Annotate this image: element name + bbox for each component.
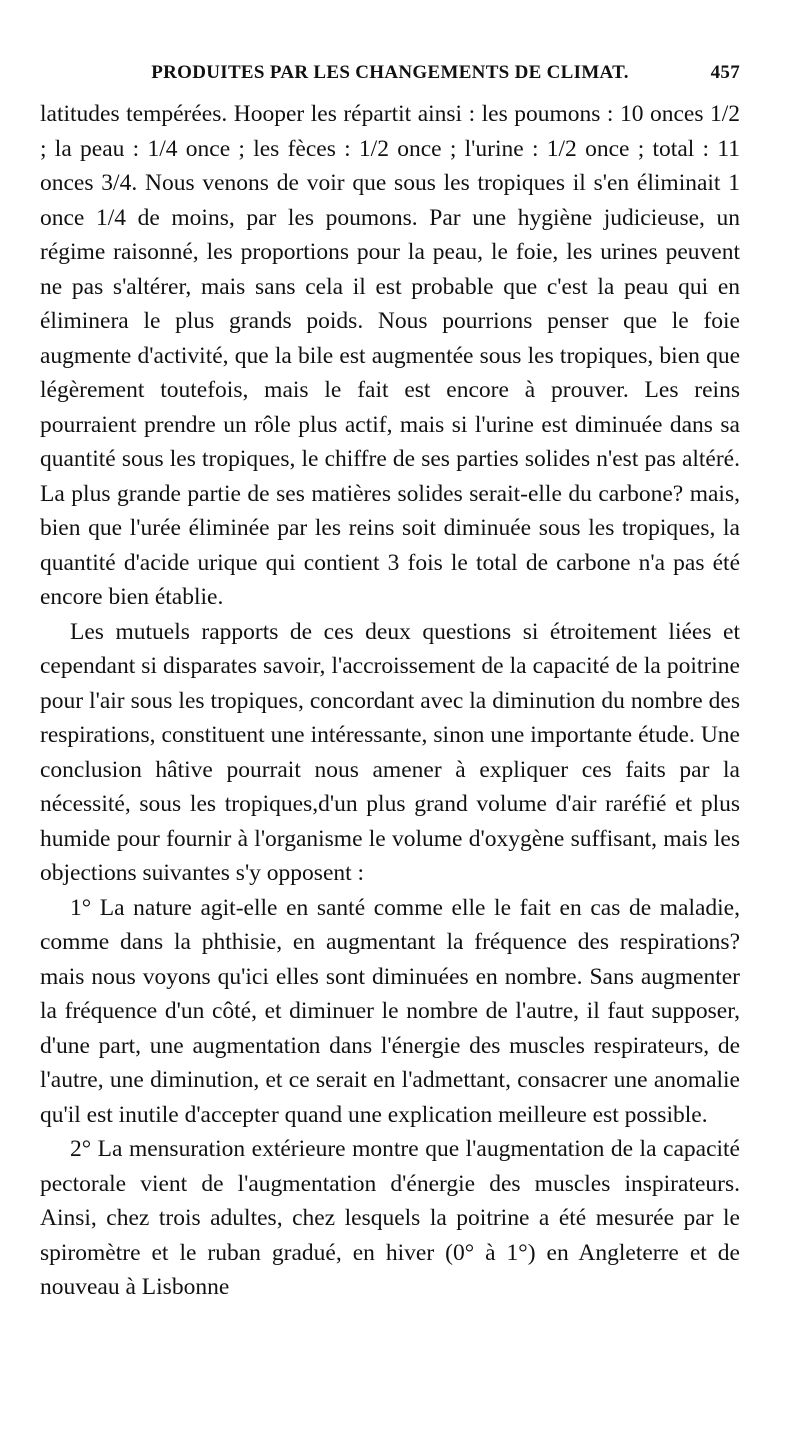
paragraph-mutual-relations: Les mutuels rapports de ces deux questions si étroitement liées et cependant si disparates savoir, l'accroissement de la capacité de la poitrine pour l'air sous les tropiques, concordant avec la diminution du nombre des respirations, constituent une intéressante, sinon une importante étude. Une conclusion hâtive pourrait nous amener à expliquer ces faits par la nécessité, sous les tropiques,d'un plus grand volume d'air raréfié et plus humide pour fournir à l'organisme le volume d'oxygène suffisant, mais les objections suivantes s'y opposent :: [40, 618, 740, 886]
running-head: [40, 62, 740, 92]
paragraph-continuation: latitudes tempérées. Hooper les répartit ainsi : les poumons : 10 onces 1/2 ; la peau : 1/4 once ; les fèces : 1/2 once ; l'urine : 1/2 once ; total : 11 onces 3/4. Nous venons de voir que sous les tropiques il s'en éliminait 1 once 1/4 de moins, par les poumons. Par une hygiène judicieuse, un régime raisonné, les proportions pour la peau, le foie, les urines peuvent ne pas s'altérer, mais sans cela il est probable que c'est la peau qui en éliminera le plus grands poids. Nous pourrions penser que le foie augmente d'activité, que la bile est augmentée sous les tropiques, bien que légèrement toutefois, mais le fait est encore à prouver. Les reins pourraient prendre un rôle plus actif, mais si l'urine est diminuée dans sa quantité sous les tropiques, le chiffre de ses parties solides n'est pas altéré. La plus grande partie de ses matières solides serait-elle du carbone? mais, bien que l'urée éliminée par les reins soit diminuée sous les tropiques, la quantité d'acide urique qui contient 3 fois le total de carbone n'a pas été encore bien établie.: [40, 101, 740, 610]
paragraph-objection-1: 1° La nature agit-elle en santé comme elle le fait en cas de maladie, comme dans la phthisie, en augmentant la fréquence des respirations? mais nous voyons qu'ici elles sont diminuées en nombre. Sans augmenter la fréquence d'un côté, et diminuer le nombre de l'autre, il faut supposer, d'une part, une augmentation dans l'énergie des muscles respirateurs, de l'autre, une diminution, et ce serait en l'admettant, consacrer une anomalie qu'il est inutile d'accepter quand une explication meilleure est possible.: [40, 894, 740, 1128]
running-title: PRODUITES PAR LES CHANGEMENTS DE CLIMAT.: [151, 62, 629, 83]
body-text: [40, 97, 740, 1305]
page-number: 457: [710, 62, 740, 83]
paragraph-objection-2: 2° La mensuration extérieure montre que l'augmentation de la capacité pectorale vient de l'augmentation d'énergie des muscles inspirateurs. Ainsi, chez trois adultes, chez lesquels la poitrine a été mesurée par le spiromètre et le ruban gradué, en hiver (0° à 1°) en Angleterre et de nouveau à Lisbonne: [40, 1136, 740, 1300]
